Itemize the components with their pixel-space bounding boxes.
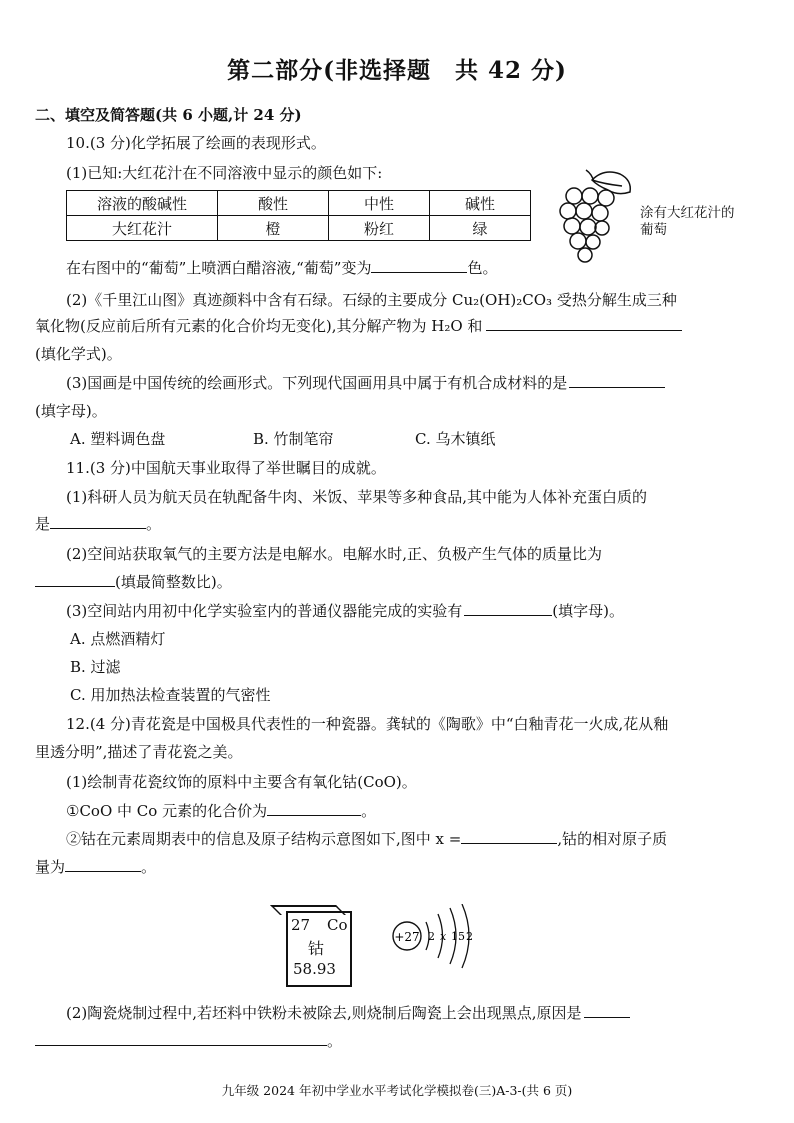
atom-structure-diagram (390, 904, 486, 972)
question-text: 。 (361, 802, 377, 820)
question-text: 。 (146, 515, 162, 533)
answer-blank[interactable] (584, 1003, 630, 1018)
q10-part2-line3: (填化学式)。 (35, 345, 122, 363)
shell-electrons: 2 (466, 930, 473, 943)
q11-part1-line2 (35, 513, 161, 534)
table-cell: 绿 (430, 216, 531, 241)
question-text: (3)空间站内用初中化学实验室内的普通仪器能完成的实验有 (66, 602, 463, 620)
answer-blank[interactable] (461, 829, 557, 844)
section-heading: 二、填空及简答题(共 6 小题,计 24 分) (35, 106, 302, 124)
answer-blank[interactable] (35, 572, 115, 587)
q12-stem-line2: 里透分明”,描述了青花瓷之美。 (35, 743, 243, 761)
question-text: 在右图中的“葡萄”上喷洒白醋溶液,“葡萄”变为 (66, 259, 372, 277)
element-name: 钴 (308, 939, 325, 958)
answer-blank[interactable] (65, 857, 141, 872)
q12-part1-sub1 (66, 800, 376, 821)
table-header-cell: 酸性 (218, 191, 329, 216)
option-a: A. 点燃酒精灯 (70, 630, 166, 648)
shell-electrons: 2 (428, 930, 435, 943)
table-header-cell: 碱性 (430, 191, 531, 216)
q12-stem-line1: 12.(4 分)青花瓷是中国极具代表性的一种瓷器。龚轼的《陶歌》中“白釉青花一火成,花从釉 (66, 715, 669, 733)
answer-blank[interactable] (486, 316, 682, 331)
table-row (67, 216, 531, 241)
q12-part1-sub2-line2 (35, 856, 156, 877)
q12-part2-line2 (35, 1030, 342, 1051)
nucleus-charge: +27 (394, 930, 420, 944)
option-a: A. 塑料调色盘 (70, 430, 166, 448)
answer-blank[interactable] (371, 258, 467, 273)
question-text: (2)陶瓷烧制过程中,若坯料中铁粉未被除去,则烧制后陶瓷上会出现黑点,原因是 (66, 1004, 582, 1022)
table-cell: 大红花汁 (67, 216, 218, 241)
q10-part3-line1 (66, 372, 665, 393)
option-b: B. 过滤 (70, 658, 121, 676)
answer-blank[interactable] (35, 1031, 327, 1046)
q12-part1: (1)绘制青花瓷纹饰的原料中主要含有氧化钴(CoO)。 (66, 773, 417, 791)
answer-blank[interactable] (50, 514, 146, 529)
option-c: C. 乌木镇纸 (415, 430, 496, 448)
q12-part1-sub2 (66, 828, 667, 849)
question-text: 。 (327, 1032, 343, 1050)
table-header-cell: 溶液的酸碱性 (67, 191, 218, 216)
grape-illustration (552, 166, 644, 264)
q10-stem: 10.(3 分)化学拓展了绘画的表现形式。 (66, 134, 326, 152)
question-text: (填最简整数比)。 (115, 573, 232, 591)
question-text: 氧化物(反应前后所有元素的化合价均无变化),其分解产物为 H₂O 和 (35, 317, 483, 335)
page-title: 第二部分(非选择题 共 42 分) (227, 57, 567, 84)
element-symbol: Co (327, 916, 348, 934)
table-row (67, 191, 531, 216)
q10-part1: (1)已知:大红花汁在不同溶液中显示的颜色如下: (66, 164, 383, 182)
answer-blank[interactable] (464, 601, 552, 616)
answer-blank[interactable] (267, 801, 361, 816)
question-text: 量为 (35, 858, 66, 876)
question-text: 是 (35, 515, 51, 533)
question-text: ①CoO 中 Co 元素的化合价为 (66, 802, 268, 820)
q10-part3-line2: (填字母)。 (35, 402, 107, 420)
question-text: (3)国画是中国传统的绘画形式。下列现代国画用具中属于有机合成材料的是 (66, 374, 568, 392)
q11-stem: 11.(3 分)中国航天事业取得了举世瞩目的成就。 (66, 459, 386, 477)
q10-part2-line2 (35, 315, 682, 336)
q12-part2-line1 (66, 1002, 630, 1023)
option-b: B. 竹制笔帘 (253, 430, 334, 448)
atomic-mass: 58.93 (293, 960, 336, 978)
question-text: (填字母)。 (552, 602, 624, 620)
q10-part1-question (66, 257, 497, 278)
shell-electrons: 15 (451, 930, 465, 943)
q11-part1-line1: (1)科研人员为航天员在轨配备牛肉、米饭、苹果等多种食品,其中能为人体补充蛋白质的 (66, 488, 648, 506)
shell-electrons: x (440, 930, 447, 943)
grape-label: 涂有大红花汁的葡萄 (640, 205, 735, 238)
q11-part3 (66, 600, 624, 621)
page-footer: 九年级 2024 年初中学业水平考试化学模拟卷(三)A-3-(共 6 页) (221, 1083, 573, 1098)
table-cell: 粉红 (329, 216, 430, 241)
question-text: 色。 (467, 259, 498, 277)
question-text: ,钴的相对原子质 (557, 830, 668, 848)
answer-blank[interactable] (569, 373, 665, 388)
q11-part2-line2 (35, 571, 232, 592)
q11-part2-line1: (2)空间站获取氧气的主要方法是电解水。电解水时,正、负极产生气体的质量比为 (66, 545, 603, 563)
table-cell: 橙 (218, 216, 329, 241)
atomic-number: 27 (291, 916, 311, 934)
table-header-cell: 中性 (329, 191, 430, 216)
option-c: C. 用加热法检查装置的气密性 (70, 686, 271, 704)
q10-part2-line1: (2)《千里江山图》真迹颜料中含有石绿。石绿的主要成分 Cu₂(OH)₂CO₃ 受热分解生成三种 (66, 291, 677, 309)
question-text: 。 (141, 858, 157, 876)
indicator-table (66, 190, 531, 241)
question-text: ②钴在元素周期表中的信息及原子结构示意图如下,图中 x = (66, 830, 462, 848)
